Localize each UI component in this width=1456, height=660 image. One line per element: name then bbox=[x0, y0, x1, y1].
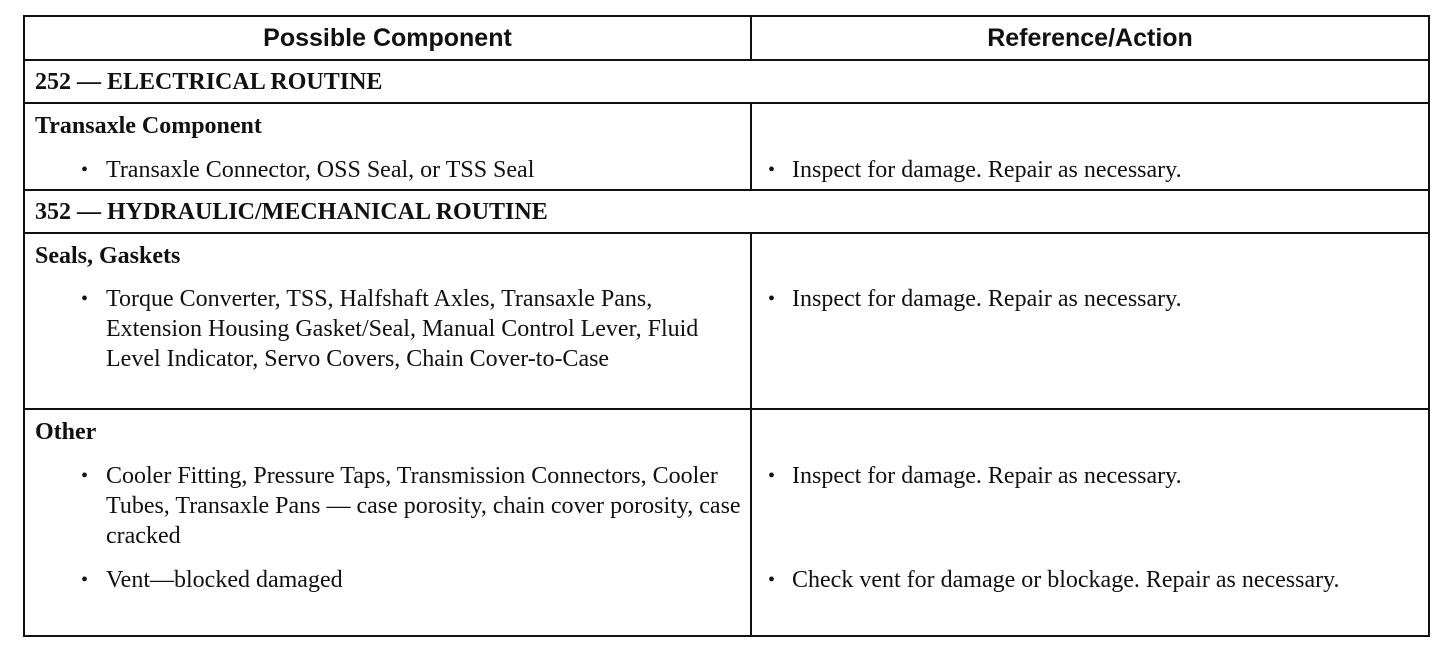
action-item bbox=[752, 155, 1428, 185]
component-item bbox=[25, 284, 750, 374]
bullet-icon: • bbox=[81, 569, 89, 591]
group-actions-cell bbox=[752, 104, 1428, 189]
bullet-icon: • bbox=[768, 288, 776, 310]
table-header-row bbox=[25, 17, 1428, 61]
action-item bbox=[752, 461, 1428, 491]
component-item bbox=[25, 461, 750, 551]
action-item bbox=[752, 565, 1428, 595]
group-components-cell bbox=[25, 410, 752, 635]
group-title: Seals, Gaskets bbox=[35, 243, 181, 269]
section-title-electrical: 252 — ELECTRICAL ROUTINE bbox=[35, 69, 383, 95]
bullet-icon: • bbox=[768, 569, 776, 591]
bullet-icon: • bbox=[81, 465, 89, 487]
section-row-252 bbox=[25, 61, 1428, 104]
group-components-cell bbox=[25, 234, 752, 408]
bullet-icon: • bbox=[81, 288, 89, 310]
component-text: Transaxle Connector, OSS Seal, or TSS Seal bbox=[106, 157, 535, 183]
header-possible-component: Possible Component bbox=[25, 17, 752, 59]
component-item bbox=[25, 565, 750, 595]
action-text: Inspect for damage. Repair as necessary. bbox=[792, 286, 1182, 312]
component-text: Vent—blocked damaged bbox=[106, 567, 343, 593]
bullet-icon: • bbox=[768, 465, 776, 487]
group-actions-cell bbox=[752, 234, 1428, 408]
action-text: Check vent for damage or blockage. Repair as necessary. bbox=[792, 567, 1340, 593]
action-text: Inspect for damage. Repair as necessary. bbox=[792, 463, 1182, 489]
section-title-hydraulic: 352 — HYDRAULIC/MECHANICAL ROUTINE bbox=[35, 199, 548, 225]
diagnostic-table bbox=[23, 15, 1430, 637]
bullet-icon: • bbox=[81, 159, 89, 181]
component-item bbox=[25, 155, 750, 185]
action-item bbox=[752, 284, 1428, 314]
group-actions-cell bbox=[752, 410, 1428, 635]
group-row-other bbox=[25, 410, 1428, 635]
group-title: Transaxle Component bbox=[35, 113, 262, 139]
component-text: Cooler Fitting, Pressure Taps, Transmission Connectors, Cooler Tubes, Transaxle Pans — case porosity, chain cover porosity, case cracked bbox=[106, 463, 741, 549]
group-title: Other bbox=[35, 419, 97, 445]
group-components-cell bbox=[25, 104, 752, 189]
bullet-icon: • bbox=[768, 159, 776, 181]
component-text: Torque Converter, TSS, Halfshaft Axles, Transaxle Pans, Extension Housing Gasket/Seal, Manual Control Lever, Fluid Level Indicator, Servo Covers, Chain Cover-to-Case bbox=[106, 286, 699, 372]
group-row-transaxle-component bbox=[25, 104, 1428, 191]
action-text: Inspect for damage. Repair as necessary. bbox=[792, 157, 1182, 183]
header-reference-action: Reference/Action bbox=[987, 24, 1193, 52]
section-row-352 bbox=[25, 191, 1428, 234]
group-row-seals-gaskets bbox=[25, 234, 1428, 410]
